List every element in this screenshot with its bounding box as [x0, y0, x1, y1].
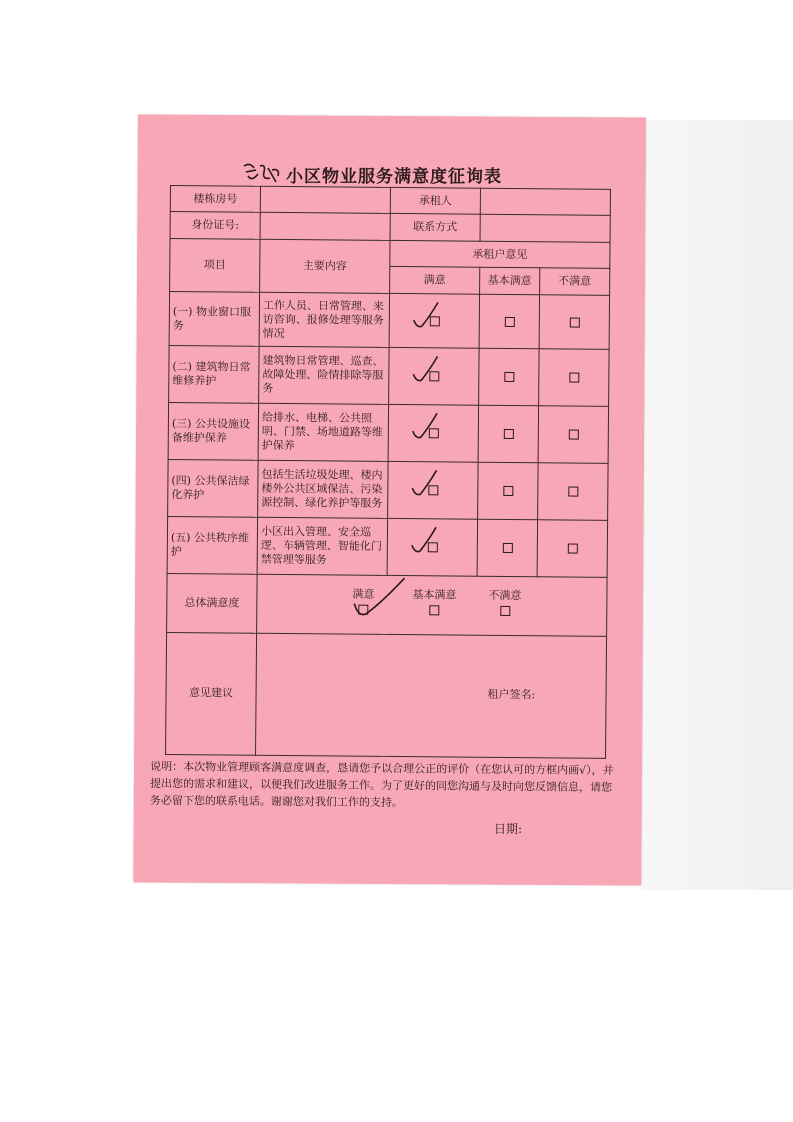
background-left	[0, 120, 140, 890]
overall-unsatisfied-option[interactable]	[488, 589, 521, 616]
row-content: 工作人员、日常管理、来访咨询、报修处理等服务情况	[259, 292, 389, 348]
table-row	[167, 517, 607, 578]
checkbox[interactable]	[568, 487, 578, 497]
checkbox[interactable]	[567, 544, 577, 554]
id-field[interactable]	[260, 213, 390, 241]
table-row	[169, 346, 609, 407]
satisfied-checkbox-cell[interactable]	[389, 293, 479, 349]
satisfied-checkbox-cell[interactable]	[388, 462, 478, 520]
row-item: (二) 建筑物日常维修养护	[169, 346, 259, 404]
unsatisfied-header: 不满意	[540, 268, 610, 295]
item-header: 项目	[170, 238, 260, 292]
suggestion-label: 意见建议	[166, 632, 257, 755]
unsatisfied-checkbox-cell[interactable]	[539, 294, 609, 349]
opinion-group-header: 承租户意见	[390, 240, 610, 268]
handwritten-check-icon	[350, 574, 410, 620]
tenant-field[interactable]	[480, 188, 610, 216]
handwritten-check-icon	[400, 521, 440, 557]
unsatisfied-checkbox-cell[interactable]	[539, 349, 609, 406]
checkbox[interactable]	[569, 317, 579, 327]
overall-unsatisfied-label: 不满意	[488, 588, 522, 603]
survey-table	[165, 185, 611, 759]
row-item: (三) 公共设施设备维护保养	[168, 403, 258, 461]
date-label: 日期:	[494, 822, 523, 836]
unsatisfied-checkbox-cell[interactable]	[538, 463, 608, 520]
checkbox[interactable]	[503, 429, 513, 439]
checkbox[interactable]	[568, 430, 578, 440]
basic-checkbox-cell[interactable]	[479, 349, 539, 406]
basic-header: 基本满意	[480, 267, 540, 294]
row-item: (五) 公共秩序维护	[167, 517, 257, 575]
checkbox[interactable]	[503, 486, 513, 496]
handwritten-check-icon	[401, 351, 441, 387]
row-content: 给排水、电梯、公共照明、门禁、场地道路等维护保养	[258, 404, 388, 462]
tenant-label: 承租人	[390, 187, 480, 214]
page-title: 小区物业服务满意度征询表	[286, 167, 502, 187]
overall-satisfied-label: 满意	[352, 587, 375, 601]
building-label: 楼栋房号	[170, 186, 260, 213]
basic-checkbox-cell[interactable]	[479, 294, 539, 349]
satisfied-checkbox-cell[interactable]	[388, 405, 478, 463]
building-field[interactable]	[260, 186, 390, 214]
satisfied-header: 满意	[390, 267, 480, 294]
checkbox[interactable]	[429, 605, 439, 615]
overall-options-cell	[257, 574, 608, 636]
checkbox[interactable]	[502, 543, 512, 553]
table-row	[168, 403, 608, 464]
table-row	[168, 460, 608, 521]
basic-checkbox-cell[interactable]	[478, 406, 538, 463]
instructions-note: 说明：本次物业管理顾客满意度调查，恳请您予以合理公正的评价（在您认可的方框内画√），并提出您的需求和建议，以便我们改进服务工作。为了更好的同您沟通与及时向您反馈信息，请您务必留下您的联系电话。谢谢您对我们工作的支持。	[149, 759, 614, 810]
overall-label: 总体满意度	[167, 574, 258, 634]
checkbox[interactable]	[504, 372, 514, 382]
row-content: 小区出入管理、安全巡逻、车辆管理、智能化门禁管理等服务	[257, 517, 387, 575]
row-item: (四) 公共保洁绿化养护	[168, 460, 258, 518]
overall-basic-option[interactable]	[412, 588, 456, 615]
basic-checkbox-cell[interactable]	[477, 519, 537, 576]
contact-label: 联系方式	[390, 214, 480, 241]
handwritten-signature-mark	[240, 160, 284, 188]
checkbox[interactable]	[569, 373, 579, 383]
checkbox[interactable]	[500, 606, 510, 616]
satisfied-checkbox-cell[interactable]	[387, 519, 477, 577]
tenant-signature-label: 租户签名:	[487, 688, 536, 702]
content-header: 主要内容	[260, 239, 390, 293]
table-row	[169, 291, 609, 350]
overall-basic-label: 基本满意	[412, 588, 457, 602]
unsatisfied-checkbox-cell[interactable]	[538, 406, 608, 463]
handwritten-check-icon	[400, 464, 440, 500]
basic-checkbox-cell[interactable]	[478, 462, 538, 519]
row-item: (一) 物业窗口服务	[169, 291, 259, 347]
row-content: 包括生活垃圾处理、楼内楼外公共区域保洁、污染源控制、绿化养护等服务	[258, 461, 388, 519]
background-right	[642, 120, 793, 890]
handwritten-check-icon	[401, 407, 441, 443]
id-label: 身份证号:	[170, 212, 260, 239]
handwritten-check-icon	[402, 296, 442, 332]
row-content: 建筑物日常管理、巡查、故障处理、险情排除等服务	[259, 347, 389, 405]
contact-field[interactable]	[480, 215, 610, 243]
satisfied-checkbox-cell[interactable]	[389, 348, 479, 406]
unsatisfied-checkbox-cell[interactable]	[537, 520, 607, 577]
checkbox[interactable]	[504, 316, 514, 326]
suggestion-field[interactable]	[256, 633, 607, 758]
